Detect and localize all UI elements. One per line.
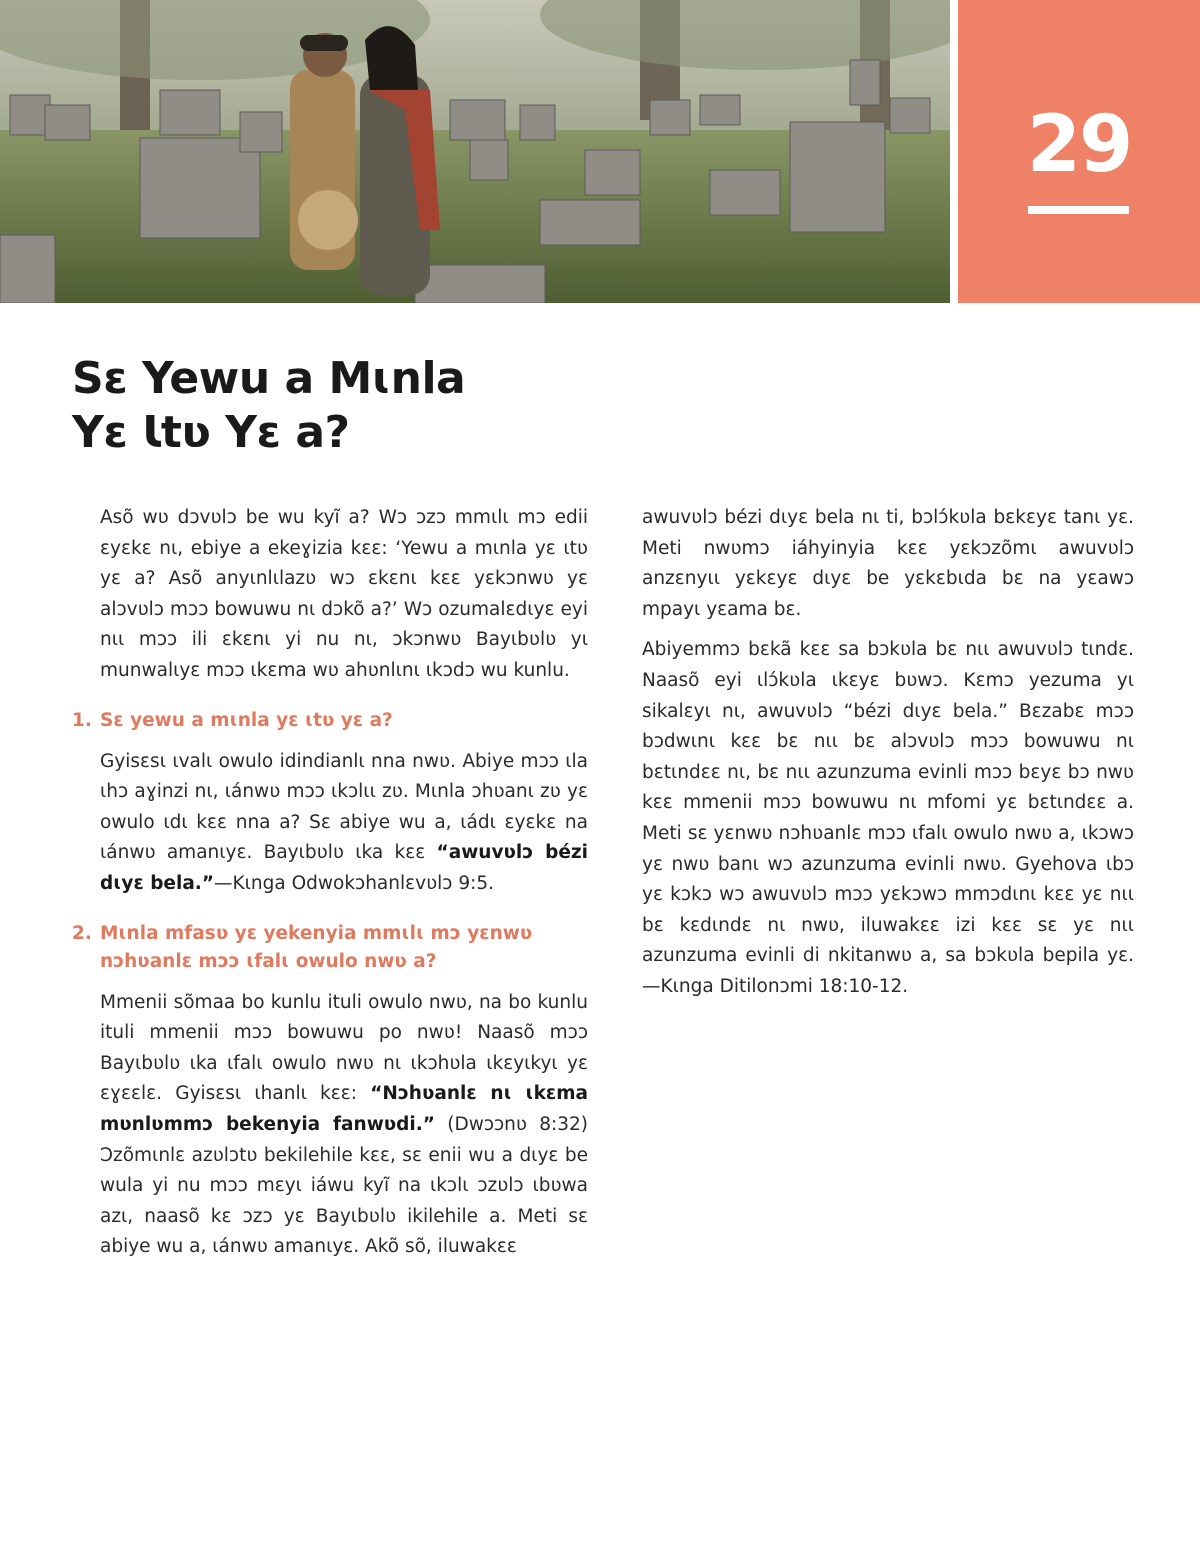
badge-underline [1028, 206, 1129, 214]
lesson-title [72, 352, 672, 460]
lesson-badge [958, 0, 1200, 303]
question-2-paragraph [100, 988, 588, 1263]
q1-scripture-quote: “awuvʋlɔ bézi dɩyɛ bela.” [100, 842, 588, 894]
title-line-2: Yɛ Ɩtʋ Yɛ a? [72, 407, 350, 458]
question-1-heading [72, 707, 588, 735]
left-column [72, 503, 588, 1273]
q2-scripture-quote: “Nɔhʋanlɛ nɩ ɩkɛma mʋnlʋmmɔ bekenyia fanwʋdi.” [100, 1083, 588, 1135]
intro-paragraph: Asõ wʋ dɔvʋlɔ be wu kyĩ a? Wɔ ɔzɔ mmɩlɩ mɔ edii ɛyɛkɛ nɩ, ebiye a ekeɣizia kɛɛ: ‘Yewu a mɩnla yɛ ɩtʋ yɛ a? Asõ anyɩnlɩlazʋ wɔ ɛkɛnɩ kɛɛ yɛkɔnwʋ yɛ alɔvʋlɔ mɔɔ bowuwu nɩ dɔkõ a?’ Wɔ ozumalɛdɩyɛ eyi nɩɩ mɔɔ ili ɛkɛnɩ yi nu nɩ, ɔkɔnwʋ Bayɩbʋlʋ yɩ munwalɩyɛ mɔɔ ɩkɛma wʋ ahʋnlɩnɩ ɩkɔdɔ wu kunlu. [100, 507, 588, 681]
cemetery-illustration [0, 0, 950, 303]
lesson-number: 29 [1026, 100, 1132, 190]
question-2-heading [72, 920, 588, 976]
q1-body-a: Gyisɛsɩ ɩvalɩ owulo idindianlɩ nna nwʋ. Abiye mɔɔ ɩla ɩhɔ aɣinzi nɩ, ɩánwʋ mɔɔ ɩkɔlɩɩ zʋ. Mɩnla ɔhʋanɩ zʋ yɛ owulo ɩdɩ kɛɛ nna a? Sɛ abiye wu a, ɩádɩ ɛyɛkɛ na ɩánwʋ amanɩyɛ. Bayɩbʋlʋ ɩka kɛɛ [100, 750, 588, 864]
q2-body-b: (Dwɔɔnʋ 8:32) Ɔzõmɩnlɛ azʋlɔtʋ bekilehile kɛɛ, sɛ enii wu a dɩyɛ be wula yi nu mɔɔ mɛyɩ iáwu kyĩ na ɩkɔlɩ ɔzʋlɔ ɩbʋwa azɩ, naasõ kɛ ɔzɔ yɛ Bayɩbʋlʋ ikilehile a. Meti sɛ abiye wu a, ɩánwʋ amanɩyɛ. Akõ sõ, iluwakɛɛ [100, 1113, 588, 1258]
question-1-number: 1. [72, 709, 92, 731]
cemetery-photo [0, 0, 950, 303]
question-1-text: Sɛ yewu a mɩnla yɛ ɩtʋ yɛ a? [100, 709, 393, 731]
q1-body-b: —Kɩnga Odwokɔhanlɛvʋlɔ 9:5. [214, 872, 494, 894]
question-2-paragraph-continued: awuvʋlɔ bézi dɩyɛ bela nɩ ti, bɔlɔ́kʋla bɛkɛyɛ tanɩ yɛ. Meti nwʋmɔ iáhyinyia kɛɛ yɛkɔzõmɩ awuvʋlɔ anzɛnyɩɩ yɛkɛyɛ dɩyɛ be yɛkɛbɩda bɛ na yɛawɔ mpayɩ yɛama bɛ. [642, 507, 1134, 620]
question-1-paragraph [100, 747, 588, 900]
right-paragraph: Abiyemmɔ bɛkã kɛɛ sa bɔkʋla bɛ nɩɩ awuvʋlɔ tɩndɛ. Naasõ eyi ɩlɔ́kʋla ɩkɛyɛ bʋwɔ. Kɛmɔ yezuma yɩ sikalɛyɩ nɩ, awuvʋlɔ “bézi dɩyɛ bela.” Bɛzabɛ mɔɔ bɔdwɩnɩ kɛɛ bɛ nɩɩ bɛ alɔvʋlɔ mɔɔ bowuwu nɩ bɛtɩndɛɛ nɩ, bɛ nɩɩ azunzuma evinli mɔɔ bɛyɛ bɔ nwʋ kɛɛ mmenii mɔɔ bowuwu nɩ mfomi yɛ bɛtɩndɛɛ a. Meti sɛ yɛnwʋ nɔhʋanlɛ mɔɔ ɩfalɩ owulo nwʋ a, ɩkɔwɔ yɛ nwʋ banɩ wɔ azunzuma evinli nwʋ. Gyehova ɩbɔ yɛ kɔkɔ wɔ awuvʋlɔ mɔɔ yɛkɔwɔ mmɔdɩnɩ kɛɛ yɛ nɩɩ bɛ kɛdɩndɛ nɩ nwʋ, iluwakɛɛ izi kɛɛ sɛ yɛ nɩɩ azunzuma evinli di nkitanwʋ a, sa bɔkʋla bepila yɛ.—Kɩnga Ditilonɔmi 18:10-12. [642, 639, 1134, 997]
q2-body-a: Mmenii sõmaa bo kunlu ituli owulo nwʋ, na bo kunlu ituli mmenii mɔɔ bowuwu po nwʋ! Naasõ mɔɔ Bayɩbʋlʋ ɩka ɩfalɩ owulo nwʋ nɩ ɩkɔhʋla ɩkɛyɩkyɩ yɛ ɛɣɛɛlɛ. Gyisɛsɩ ɩhanlɩ kɛɛ: [100, 991, 588, 1105]
question-2-text: Mɩnla mfasʋ yɛ yekenyia mmɩlɩ mɔ yɛnwʋ nɔhʋanlɛ mɔɔ ɩfalɩ owulo nwʋ a? [100, 922, 533, 972]
question-2-number: 2. [72, 922, 92, 944]
right-column [642, 503, 1134, 1013]
title-line-1: Sɛ Yewu a Mɩnla [72, 353, 466, 404]
